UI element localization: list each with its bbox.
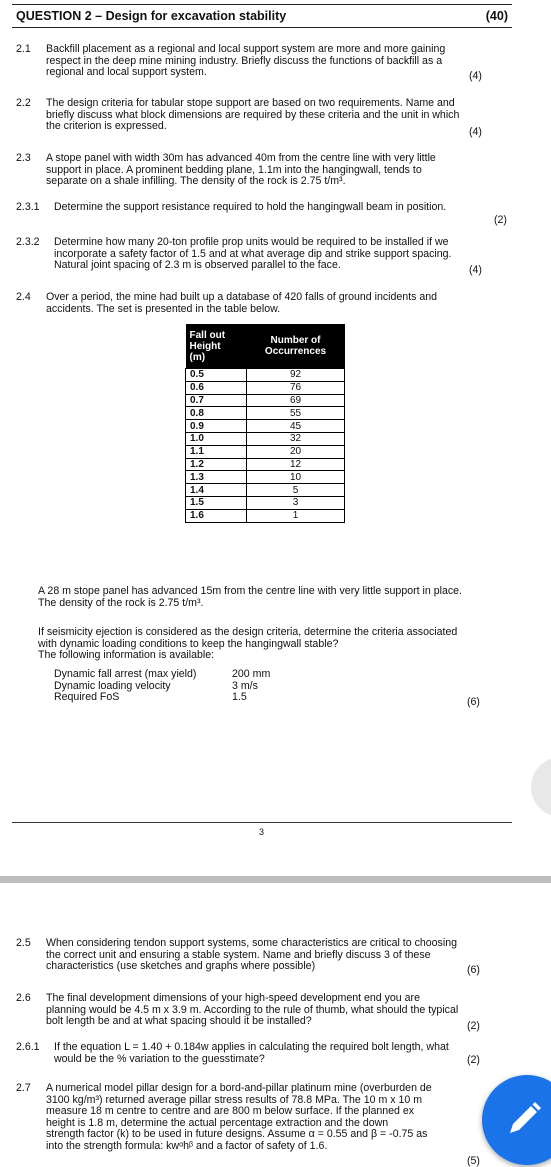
table-row <box>186 420 345 433</box>
footer-divider <box>12 822 512 823</box>
item-line: The final development dimensions of your high-speed development end you are <box>46 992 420 1004</box>
item-number: 2.1 <box>16 43 31 55</box>
table-row <box>186 496 345 509</box>
table-header-row <box>186 324 345 369</box>
cell-count: 10 <box>247 471 345 484</box>
cell-count: 32 <box>247 432 345 445</box>
cell-height: 1.1 <box>186 445 247 458</box>
item-line: Over a period, the mine had built up a database of 420 falls of ground incidents and <box>46 291 438 303</box>
table-row <box>186 394 345 407</box>
item-number: 2.3.1 <box>16 201 40 213</box>
info-label: Required FoS <box>54 691 120 704</box>
marks-2-5: (6) <box>467 964 480 976</box>
cell-height: 1.6 <box>186 509 247 522</box>
question-2-6 <box>16 993 516 1033</box>
cell-height: 1.0 <box>186 432 247 445</box>
item-line: bolt length be and at what spacing should it be installed? <box>46 1015 312 1028</box>
question-2-3 <box>16 153 516 193</box>
item-line: When considering tendon support systems, some characteristics are critical to choosing <box>46 937 457 949</box>
cell-height: 1.5 <box>186 496 247 509</box>
table-row <box>186 471 345 484</box>
question-2-1 <box>16 44 516 84</box>
question-2-6-1 <box>16 1042 516 1070</box>
item-number: 2.3 <box>16 152 31 164</box>
question-2-4 <box>16 292 516 320</box>
item-line: A stope panel with width 30m has advanced 40m from the centre line with very little <box>46 152 436 164</box>
cell-height: 0.5 <box>186 369 247 382</box>
marks-2-4: (6) <box>467 696 480 708</box>
item-line: respect in the deep mine mining industry. Briefly discuss the functions of backfill as a <box>46 54 443 67</box>
cell-count: 45 <box>247 420 345 433</box>
question-header <box>12 4 512 28</box>
question-title: QUESTION 2 – Design for excavation stability <box>16 9 287 23</box>
cell-count: 3 <box>247 496 345 509</box>
info-value: 1.5 <box>232 691 247 704</box>
cell-count: 5 <box>247 484 345 497</box>
cell-count: 55 <box>247 407 345 420</box>
item-line: separate on a shale infilling. The density of the rock is 2.75 t/m³. <box>46 175 346 188</box>
table-row <box>186 484 345 497</box>
item-line: measure 18 m centre to centre and are 800 m below surface. If the planned ex <box>46 1105 415 1118</box>
question-2-5 <box>16 938 516 978</box>
item-line: into the strength formula: kwᵅhᵝ and a factor of safety of 1.6. <box>46 1139 328 1152</box>
q2-4-para1: A 28 m stope panel has advanced 15m from the centre line with very little support in place. The density of the rock is 2.75 t/m³. <box>38 585 462 609</box>
item-line: strength factor (k) to be used in future designs. Assume α = 0.55 and β = -0.75 as <box>46 1128 428 1141</box>
item-line: Determine how many 20-ton profile prop units would be required to be installed if we <box>54 236 449 248</box>
question-2-3-2 <box>16 237 516 277</box>
cell-count: 92 <box>247 369 345 382</box>
item-line: accidents. The set is presented in the table below. <box>46 302 281 315</box>
cell-height: 1.4 <box>186 484 247 497</box>
page-separator <box>0 876 551 883</box>
item-line: Determine the support resistance required to hold the hangingwall beam in position. <box>54 201 447 213</box>
item-number: 2.2 <box>16 97 31 109</box>
question-2-7 <box>16 1083 516 1163</box>
table-row <box>186 369 345 382</box>
table-row <box>186 445 345 458</box>
item-line: A numerical model pillar design for a bord-and-pillar platinum mine (overburden de <box>46 1083 432 1094</box>
item-line: characteristics (use sketches and graphs where possible) <box>46 960 316 973</box>
item-line: height is 1.8 m, determine the actual percentage extraction and the down <box>46 1116 389 1129</box>
question-marks: (40) <box>485 9 508 23</box>
cell-height: 0.9 <box>186 420 247 433</box>
item-line: the criterion is expressed. <box>46 120 167 133</box>
cell-height: 1.2 <box>186 458 247 471</box>
table-row <box>186 381 345 394</box>
item-line: 3100 kg/m³) returned average pillar stress results of 78.8 MPa. The 10 m x 10 m <box>46 1093 423 1106</box>
marks-2-3-2: (4) <box>469 264 482 276</box>
item-number: 2.5 <box>16 937 31 949</box>
table-row <box>186 509 345 522</box>
marks-2-6-1: (2) <box>467 1054 480 1066</box>
item-line: the correct unit and ensuring a stable system. Name and briefly discuss 3 of these <box>46 948 431 961</box>
marks-2-7: (5) <box>467 1155 480 1167</box>
item-line: Backfill placement as a regional and local support system are more and more gaining <box>46 43 446 55</box>
marks-2-6: (2) <box>467 1020 480 1032</box>
cell-height: 1.3 <box>186 471 247 484</box>
cell-count: 1 <box>247 509 345 522</box>
cell-count: 12 <box>247 458 345 471</box>
table-row <box>186 458 345 471</box>
item-line: incorporate a safety factor of 1.5 and at what average dip and strike support spacing. <box>54 247 452 260</box>
item-number: 2.7 <box>16 1083 31 1094</box>
question-2-3-1 <box>16 202 516 216</box>
item-number: 2.4 <box>16 291 31 303</box>
info-label: Dynamic loading velocity <box>54 679 171 692</box>
item-line: Natural joint spacing of 2.3 m is observed parallel to the face. <box>54 259 341 272</box>
marks-2-1: (4) <box>469 70 482 82</box>
item-number: 2.6 <box>16 992 31 1004</box>
item-line: The design criteria for tabular stope support are based on two requirements. Name and <box>46 97 455 109</box>
item-number: 2.6.1 <box>16 1041 40 1053</box>
scroll-handle[interactable] <box>531 757 551 817</box>
table-row <box>186 407 345 420</box>
q2-4-info-list <box>54 669 474 704</box>
q2-4-para2: If seismicity ejection is considered as the design criteria, determine the criteria associated with dynamic loading conditions to keep the hangingwall stable? The following information is available: <box>38 626 458 662</box>
marks-2-2: (4) <box>469 126 482 138</box>
column-header-height: Fall out Height (m) <box>186 324 247 369</box>
falls-table <box>185 324 345 523</box>
item-line: If the equation L = 1.40 + 0.184w applies in calculating the required bolt length, what <box>54 1041 449 1053</box>
cell-count: 69 <box>247 394 345 407</box>
item-line: regional and local support system. <box>46 66 207 79</box>
column-header-occurrences: Number of Occurrences <box>247 324 345 369</box>
table-row <box>186 432 345 445</box>
page-number: 3 <box>259 827 265 837</box>
cell-height: 0.8 <box>186 407 247 420</box>
item-line: would be the % variation to the guesstimate? <box>54 1052 265 1065</box>
info-value: 3 m/s <box>232 679 258 692</box>
marks-2-3-1: (2) <box>494 214 507 226</box>
question-2-2 <box>16 98 516 138</box>
cell-height: 0.6 <box>186 381 247 394</box>
item-line: support in place. A prominent bedding plane, 1.1m into the hangingwall, tends to <box>46 163 422 176</box>
item-number: 2.3.2 <box>16 236 40 248</box>
info-row <box>54 692 474 704</box>
info-value: 200 mm <box>232 668 271 680</box>
cell-count: 20 <box>247 445 345 458</box>
item-line: planning would be 4.5 m x 3.9 m. According to the rule of thumb, what should the typical <box>46 1003 459 1016</box>
info-label: Dynamic fall arrest (max yield) <box>54 668 197 680</box>
cell-height: 0.7 <box>186 394 247 407</box>
cell-count: 76 <box>247 381 345 394</box>
item-line: briefly discuss what block dimensions are required by these criteria and the unit in which <box>46 108 460 121</box>
